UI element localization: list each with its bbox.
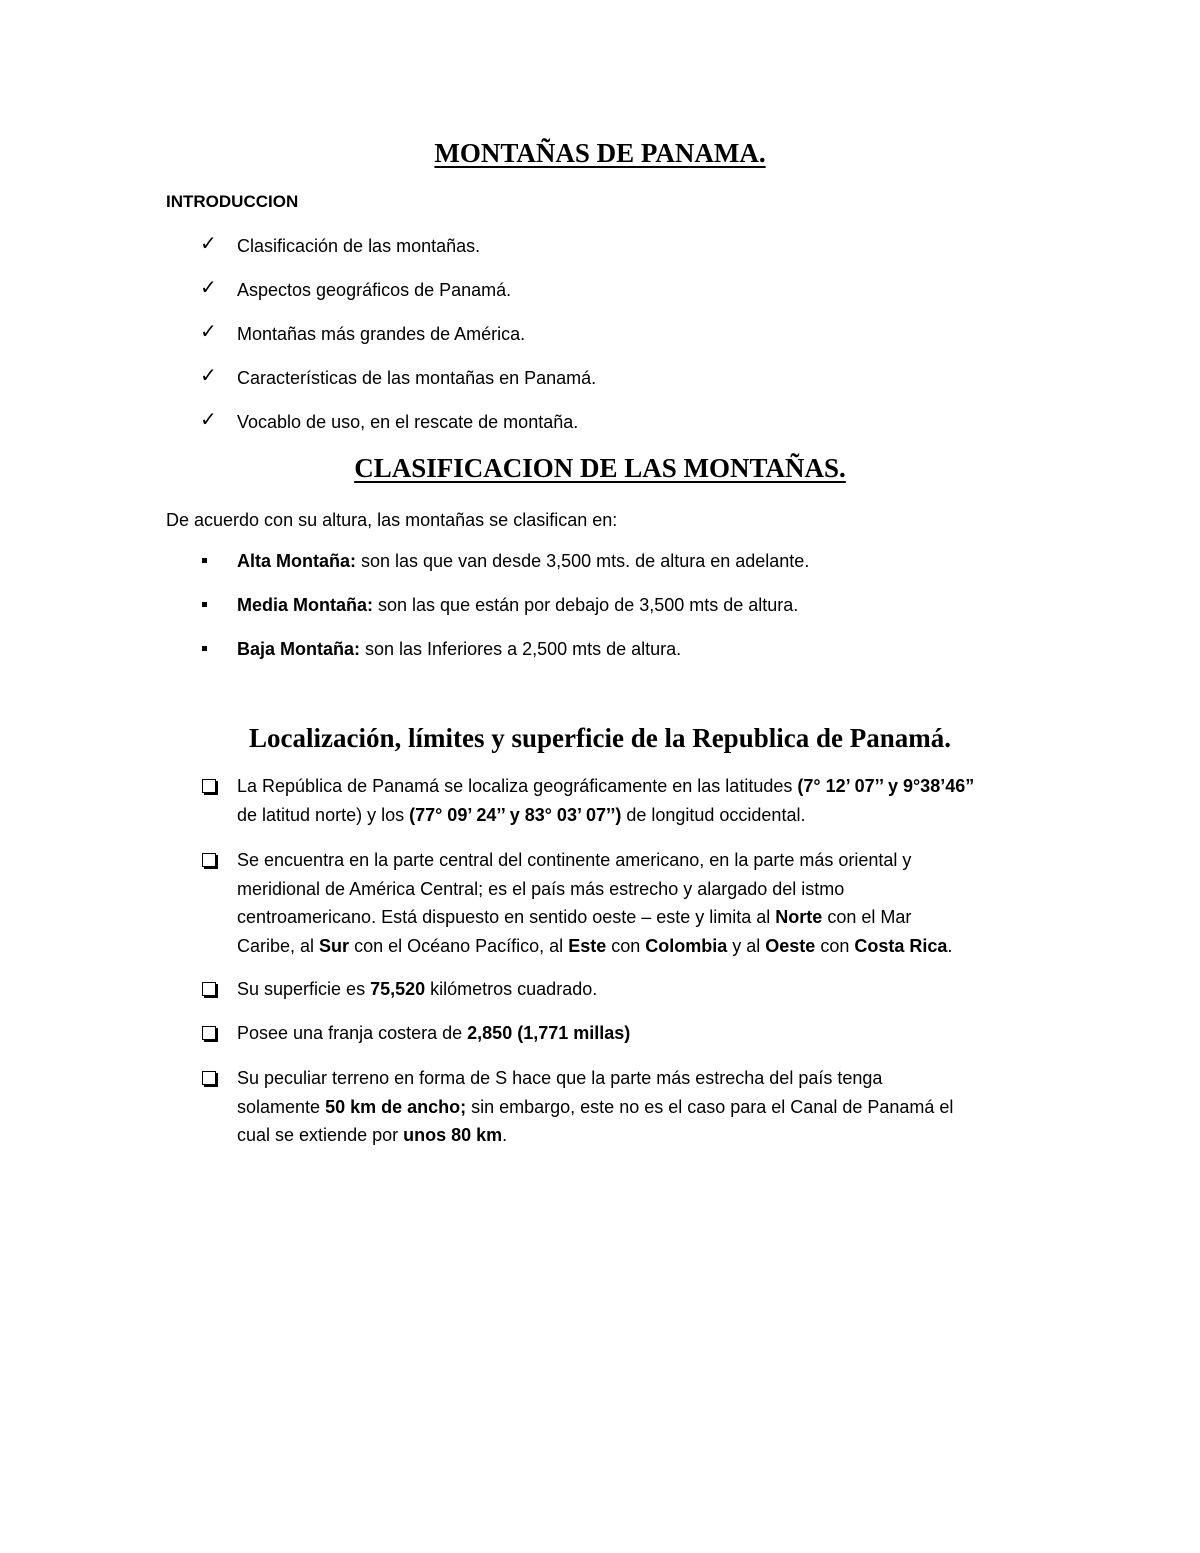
checkmark-icon: ✓ [200,365,217,387]
square-bullet-icon [200,635,226,651]
checkbox-bullet-icon [200,846,226,867]
section-lead: De acuerdo con su altura, las montañas se clasifican en: [166,510,618,530]
checkmark-icon: ✓ [200,233,217,255]
checkmark-icon: ✓ [200,321,217,343]
square-bullet-icon [200,547,226,563]
checkmark-icon: ✓ [200,277,217,299]
page-title: MONTAÑAS DE PANAMA. [434,138,766,168]
checkmark-icon: ✓ [200,409,217,431]
section-heading: Localización, límites y superficie de la Republica de Panamá. [249,723,951,753]
square-bullet-icon [200,591,226,607]
checkbox-bullet-icon [200,772,226,793]
checkbox-bullet-icon [200,975,226,996]
section-heading: CLASIFICACION DE LAS MONTAÑAS. [354,453,846,483]
checkbox-bullet-icon [200,1064,226,1085]
document-page: MONTAÑAS DE PANAMA. INTRODUCCION ✓ Clasificación de las montañas. ✓ Aspectos geográficos de Panamá. ✓ Montañas más grandes de América. ✓ Características de las montañas en Panamá. ✓ Vocablo de uso, en el rescate de montaña. CLASIFICACION DE LAS MONTAÑAS. De acuerdo con su altura, las montañas se clasifican en: Alta Montaña: son las que van desde 3,500 mts. de altura en adelante. Media Montaña: son las que están por debajo de 3,500 mts de altura. Baja Montaña: son las Inferiores a 2,500 mts de altura. Localización, límites y superficie de la Republica de Panamá. La República de Panamá se localiza geográficamente en las latitudes (7° 12’ 07’’ y 9°38’46” de latitud norte) y los (77° 09’ 24’’ y 83° 03’ 07’’) de longitud occidental. Se encuentra en la parte central del continente americano, en la parte más oriental y meridional de América Central; es el país más estrecho y alargado del istmo centroamericano. Está dispuesto en sentido oeste – este y limita al Norte con el Mar Caribe, al Sur con el Océano Pacífico, al Este con Colombia y al Oeste con Costa Rica. Su superficie es 75,520 kilómetros cuadrado. Posee una franja costera de 2,850 (1,771 millas) Su peculiar terreno en forma de S hace que la parte más estrecha del país tenga solamente 50 km de ancho; sin embargo, este no es el caso para el Canal de Panamá el cual se extiende por unos 80 km. [0,0,1200,1553]
intro-heading: INTRODUCCION [166,192,299,211]
checkbox-bullet-icon [200,1019,226,1040]
